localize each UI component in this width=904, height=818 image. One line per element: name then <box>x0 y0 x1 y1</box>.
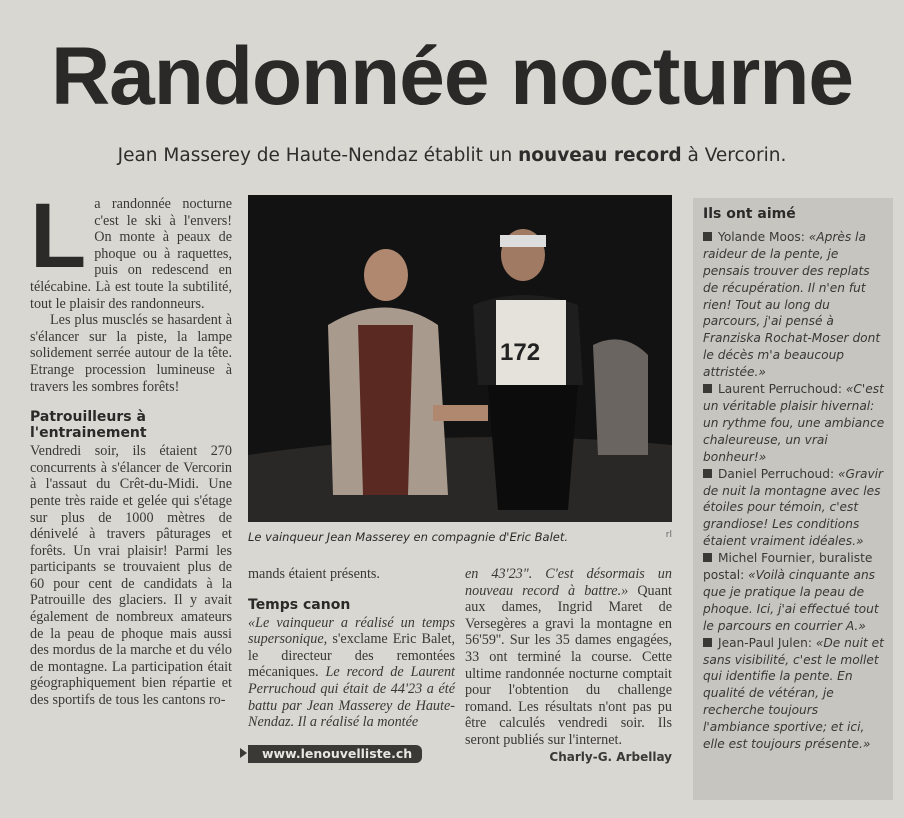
subtitle-bold: nouveau record <box>518 145 682 166</box>
headline: Randonnée nocturne <box>50 31 854 122</box>
testimonial-name: Daniel Perruchoud: <box>718 466 838 481</box>
paragraph: a randonnée nocturne c'est le ski à l'envers! On monte à peaux de phoque ou à raquettes, puis on redescend en télécabine. Là est toute la subtilité, tout le plaisir des randonneurs. <box>30 196 232 312</box>
testimonial <box>703 229 885 381</box>
testimonial <box>703 550 885 635</box>
photo <box>248 195 672 522</box>
paragraph: mands étaient présents. <box>248 566 380 582</box>
text: s'exclame Eric Balet, le directeur des remontées mécaniques. <box>248 631 455 681</box>
section-heading: Patrouilleurs à l'entrainement <box>30 409 147 442</box>
testimonial <box>703 466 885 551</box>
subtitle-text-end: à Vercorin. <box>681 145 787 166</box>
testimonial-name: Michel Fournier, buraliste postal: <box>703 551 873 583</box>
bullet-square-icon <box>703 384 712 393</box>
testimonial-name: Laurent Perruchoud: <box>718 382 846 397</box>
quote: «Le vainqueur a réalisé un temps supersonique, <box>248 614 455 648</box>
caption-text: Le vainqueur Jean Masserey en compagnie d'Eric Balet. <box>248 530 569 544</box>
text: Quant aux dames, Ingrid Maret de Versegères a gravi la montagne en 56'59''. Sur les 35 dames engagées, 33 ont terminé la course. Cette ultime randonnée nocturne comptait pour l'obtention du challenge romand. Les résultats n'ont pas pu être calculés vendredi soir. Ils seront publiés sur l'internet. <box>465 582 672 748</box>
bullet-square-icon <box>703 638 712 647</box>
sidebar-title: Ils ont aimé <box>703 206 796 222</box>
paragraph: Les plus musclés se hasardent à s'élancer sur la piste, la lampe solidement serrée autour de la tête. Etrange procession lumineuse à travers les sombres forêts! <box>30 312 232 395</box>
testimonial <box>703 635 885 753</box>
section-heading: Temps canon <box>248 596 351 613</box>
bullet-square-icon <box>703 553 712 562</box>
quote: Le record de Laurent Perruchoud qui était de 44'23 a été battu par Jean Masserey de Haute-Nendaz. Il a réalisé la montée <box>248 664 455 731</box>
testimonial-quote: «De nuit et sans visibilité, c'est le mollet qui identifie la pente. En qualité de vétéran, je recherche toujours l'ambiance sportive; et ici, elle est toujours présente.» <box>703 635 884 752</box>
testimonial-quote: «Après la raideur de la pente, je pensais trouver des replats de récupération. Il n'en fut rien! Tout au long du parcours, j'ai pensé à Franziska Rochat-Moser dont le décès m'a beaucoup attristée.» <box>703 229 881 380</box>
paragraph <box>465 566 672 764</box>
photo-caption <box>248 530 672 544</box>
author-byline: Charly-G. Arbellay <box>549 749 672 764</box>
testimonial-quote: «Gravir de nuit la montagne avec les étoiles pour témoin, c'est grandiose! Les conditions étaient vraiment idéales.» <box>703 466 884 549</box>
drop-cap: L <box>30 185 87 287</box>
column-2 <box>248 566 455 763</box>
photo-credit: rl <box>665 530 672 540</box>
paragraph: Vendredi soir, ils étaient 270 concurrents à s'élancer de Vercorin à l'assaut du Crêt-du-Midi. Une pente très raide et gelée qui s'étage sur plus de 1000 mètres de dénivelé à travers pâturages et forêts. Un vrai plaisir! Parmi les participants se trouvaient plus de 60 pour cent de candidats à la Patrouille des glaciers. Il y avait également de nombreux amateurs de la peau de phoque mais aussi des mordus de la marche et du vélo de montagne. La participation était géographiquement bien répartie et des sportifs de tous les cantons ro- <box>30 443 232 709</box>
website-link[interactable]: www.lenouvelliste.ch <box>248 745 422 764</box>
sidebar-ils-ont-aime <box>693 198 893 800</box>
column-1 <box>30 185 232 709</box>
column-3 <box>465 566 672 765</box>
testimonial-name: Yolande Moos: <box>718 229 809 244</box>
quote: en 43'23". C'est désormais un nouveau record à battre.» <box>465 566 672 599</box>
subtitle <box>0 145 904 166</box>
paragraph <box>248 615 455 731</box>
testimonial-name: Jean-Paul Julen: <box>718 635 816 650</box>
subtitle-text: Jean Masserey de Haute-Nendaz établit un <box>117 145 519 166</box>
testimonial-quote: «Voilà cinquante ans que je pratique la peau de phoque. Ici, j'ai effectué tout le parcours en courrier A.» <box>703 568 879 633</box>
bullet-square-icon <box>703 469 712 478</box>
race-bib: 172 <box>500 339 541 366</box>
bullet-square-icon <box>703 232 712 241</box>
testimonial <box>703 381 885 466</box>
testimonial-quote: «C'est un véritable plaisir hivernal: un rythme fou, une ambiance chaleureuse, un vrai bonheur!» <box>703 382 885 464</box>
photo-image <box>248 195 672 522</box>
